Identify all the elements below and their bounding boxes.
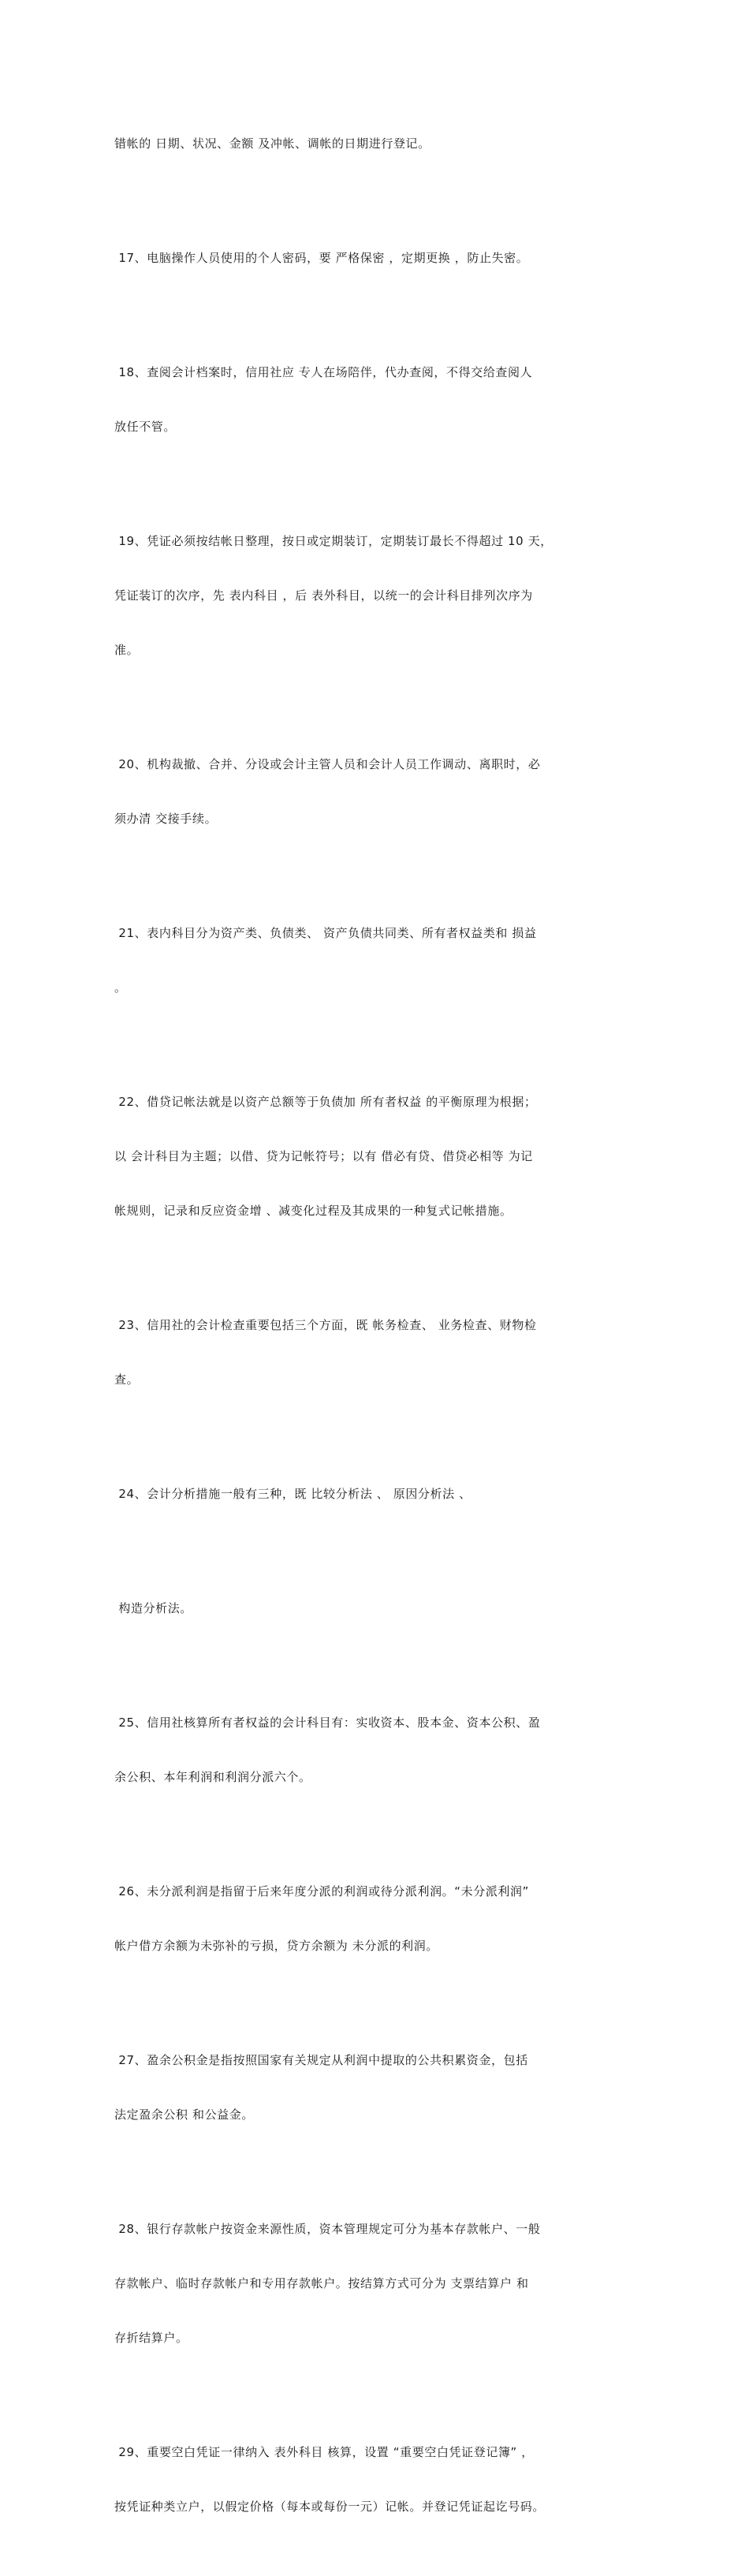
paragraph-26 xyxy=(114,1846,643,1992)
paragraph-22 xyxy=(114,1057,643,1256)
text-line: 帐户借方余额为未弥补的亏损，贷方余额为 未分派的利润。 xyxy=(114,1939,438,1953)
text-line: 24、会计分析措施一般有三种，既 比较分析法 、 原因分析法 、 xyxy=(114,1487,471,1501)
paragraph-27 xyxy=(114,2015,643,2160)
paragraph-error-entry xyxy=(114,99,643,189)
text-line: 余公积、本年利润和利润分派六个。 xyxy=(114,1770,311,1784)
text-line: 查。 xyxy=(114,1372,140,1387)
text-line: 27、盈余公积金是指按照国家有关规定从利润中提取的公共积累资金，包括 xyxy=(114,2053,528,2067)
text-line: 17、电脑操作人员使用的个人密码，要 严格保密 ，定期更换 ，防止失密。 xyxy=(114,251,529,265)
text-line: 22、借贷记帐法就是以资产总额等于负债加 所有者权益 的平衡原理为根据； xyxy=(114,1095,537,1109)
paragraph-24 xyxy=(114,1449,643,1540)
text-line: 19、凭证必须按结帐日整理，按日或定期装订，定期装订最长不得超过 10 天， xyxy=(114,534,553,548)
paragraph-24-continued xyxy=(114,1563,643,1654)
paragraph-28 xyxy=(114,2184,643,2384)
text-line: 错帐的 日期、状况、金额 及冲帐、调帐的日期进行登记。 xyxy=(114,136,430,151)
text-line: 凭证装订的次序，先 表内科目 ，后 表外科目，以统一的会计科目排列次序为 xyxy=(114,588,533,603)
text-line: 以 会计科目为主题；以借、贷为记帐符号；以有 借必有贷、借贷必相等 为记 xyxy=(114,1149,533,1163)
text-line: 23、信用社的会计检查重要包括三个方面，既 帐务检查、 业务检查、财物检 xyxy=(114,1318,537,1332)
text-line: 25、信用社核算所有者权益的会计科目有：实收资本、股本金、资本公积、盈 xyxy=(114,1715,541,1730)
text-line: 法定盈余公积 和公益金。 xyxy=(114,2107,254,2122)
text-line: 21、表内科目分为资产类、负债类、 资产负债共同类、所有者权益类和 损益 xyxy=(114,926,537,940)
text-line: 28、银行存款帐户按资金来源性质，资本管理规定可分为基本存款帐户、一般 xyxy=(114,2222,541,2236)
text-line: 帐规则，记录和反应资金增 、减变化过程及其成果的一种复式记帐措施。 xyxy=(114,1204,512,1218)
paragraph-17 xyxy=(114,213,643,304)
text-line: 准。 xyxy=(114,643,140,657)
text-line: 18、查阅会计档案时，信用社应 专人在场陪伴，代办查阅，不得交给查阅人 xyxy=(114,365,533,379)
text-line: 29、重要空白凭证一律纳入 表外科目 核算，设置 “重要空白凭证登记簿” ， xyxy=(114,2445,534,2459)
paragraph-20 xyxy=(114,719,643,864)
text-line: 。 xyxy=(114,980,127,995)
paragraph-25 xyxy=(114,1678,643,1823)
text-line: 存折结算户。 xyxy=(114,2331,188,2345)
paragraph-21 xyxy=(114,888,643,1033)
document-body xyxy=(114,99,643,2576)
text-line: 20、机构裁撤、合并、分设或会计主管人员和会计人员工作调动、离职时，必 xyxy=(114,757,541,771)
paragraph-19 xyxy=(114,496,643,696)
text-line: 26、未分派利润是指留于后来年度分派的利润或待分派利润。“未分派利润” xyxy=(114,1884,530,1898)
paragraph-23 xyxy=(114,1280,643,1425)
text-line: 存款帐户、临时存款帐户和专用存款帐户。按结算方式可分为 支票结算户 和 xyxy=(114,2276,529,2290)
paragraph-29 xyxy=(114,2407,643,2552)
text-line: 按凭证种类立户，以假定价格（每本或每份一元）记帐。并登记凭证起讫号码。 xyxy=(114,2499,546,2514)
text-line: 放任不管。 xyxy=(114,420,177,434)
text-line: 须办清 交接手续。 xyxy=(114,812,218,826)
text-line: 构造分析法。 xyxy=(114,1601,192,1615)
paragraph-18 xyxy=(114,327,643,472)
